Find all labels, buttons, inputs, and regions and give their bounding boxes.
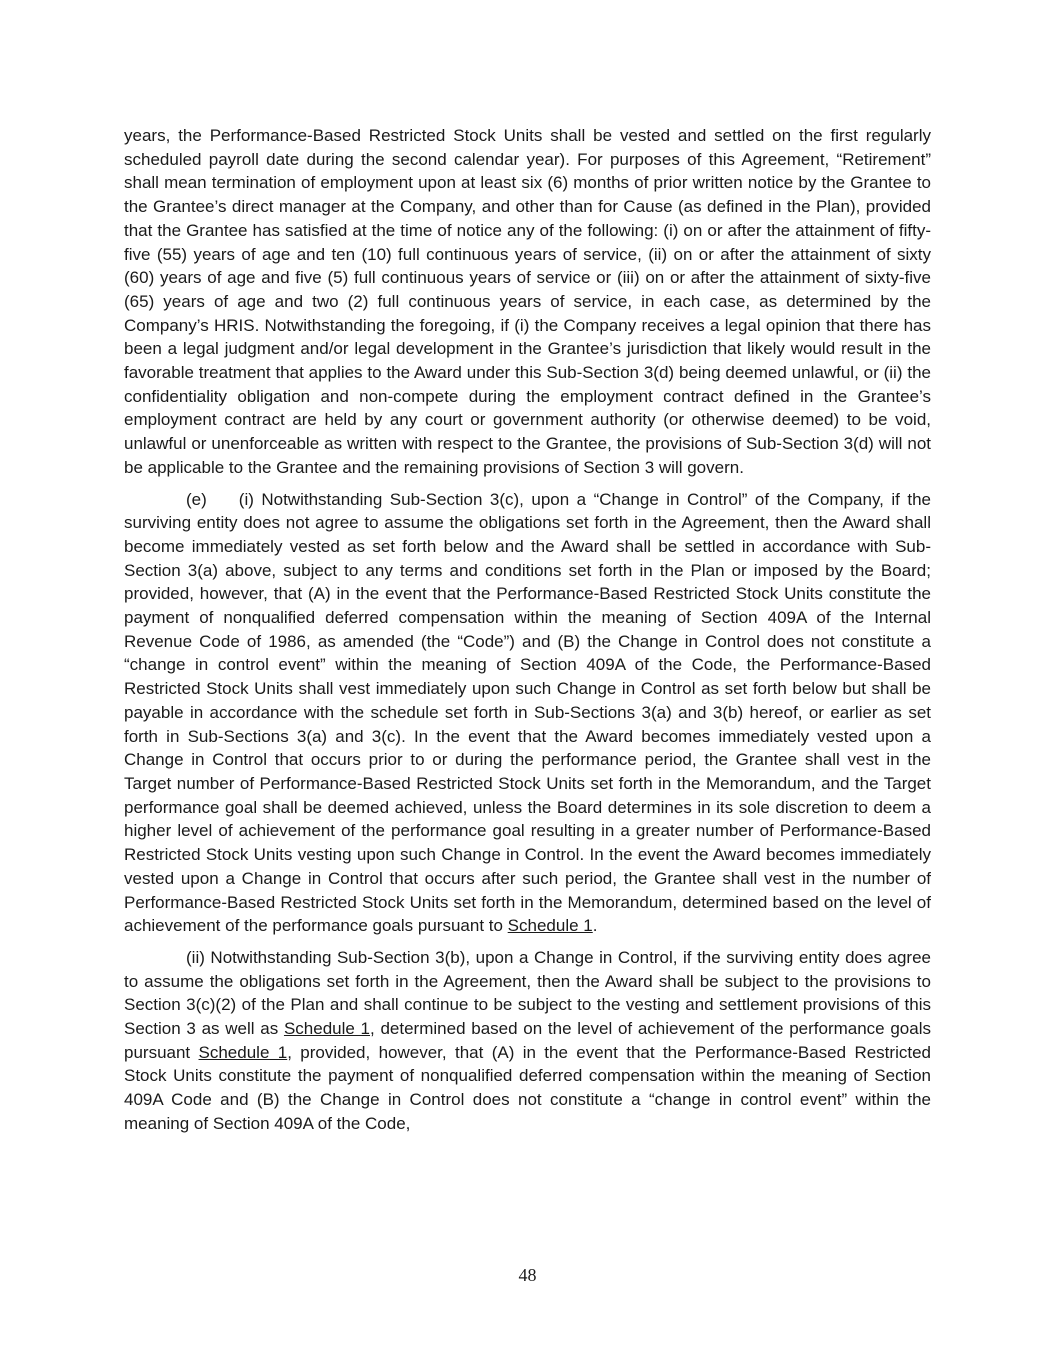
clause-part-1: (ii) Notwithstanding Sub-Section 3(b), upon a Change in Control, if the surviving entity does agree to assume the obligations set forth in the Agreement, then the Award shall be subject to the provisions to Section 3(c)(2) of the Plan and shall continue to be subject to the vesting and settlement provisions of this Section 3 as well as [124, 947, 931, 1039]
clause-end: . [592, 916, 598, 936]
clause-label: (e) [186, 489, 207, 509]
document-body [124, 124, 931, 1136]
paragraph-retirement-definition: years, the Performance-Based Restricted Stock Units shall be vested and settled on the first regularly scheduled payroll date during the second calendar year). For purposes of this Agreement, “Retirement” shall mean termination of employment upon at least six (6) months of prior written notice by the Grantee to the Grantee’s direct manager at the Company, and other than for Cause (as defined in the Plan), provided that the Grantee has satisfied at the time of notice any of the following: (i) on or after the attainment of fifty-five (55) years of age and ten (10) full continuous years of service, (ii) on or after the attainment of sixty (60) years of age and five (5) full continuous years of service or (iii) on or after the attainment of sixty-five (65) years of age and two (2) full continuous years of service, in each case, as determined by the Company’s HRIS. Notwithstanding the foregoing, if (i) the Company receives a legal opinion that there has been a legal judgment and/or legal development in the Grantee’s jurisdiction that likely would result in the favorable treatment that applies to the Award under this Sub-Section 3(d) being deemed unlawful, or (ii) the confidentiality obligation and non-compete during the employment contract defined in the Grantee’s employment contract are held by any court or government authority (or otherwise deemed) to be void, unlawful or unenforceable as written with respect to the Grantee, the provisions of Sub-Section 3(d) will not be applicable to the Grantee and the remaining provisions of Section 3 will govern. [124, 126, 931, 477]
paragraph-section-e-ii [124, 946, 931, 1136]
page-number: 48 [518, 1265, 537, 1285]
clause-part-3: , provided, however, that (A) in the event that the Performance-Based Restricted Stock Units constitute the payment of nonqualified deferred compensation within the meaning of Section 409A Code and (B) the Change in Control does not constitute a “change in control event” within the meaning of Section 409A of the Code, [124, 1042, 931, 1133]
paragraph-section-e-i [124, 488, 931, 938]
schedule-reference: Schedule 1 [507, 916, 593, 936]
clause-body: (i) Notwithstanding Sub-Section 3(c), upon a “Change in Control” of the Company, if the surviving entity does not agree to assume the obligations set forth in the Agreement, then the Award shall become immediately vested as set forth below and the Award shall be settled in accordance with Sub-Section 3(a) above, subject to any terms and conditions set forth in the Plan or imposed by the Board; provided, however, that (A) in the event that the Performance-Based Restricted Stock Units constitute the payment of nonqualified deferred compensation within the meaning of Section 409A of the Internal Revenue Code of 1986, as amended (the “Code”) and (B) the Change in Control does not constitute a “change in control event” within the meaning of Section 409A of the Code, the Performance-Based Restricted Stock Units shall vest immediately upon such Change in Control as set forth below but shall be payable in accordance with the schedule set forth in Sub-Sections 3(a) and 3(b) hereof, or earlier as set forth in Sub-Sections 3(a) and 3(c). In the event that the Award becomes immediately vested upon a Change in Control that occurs prior to or during the performance period, the Grantee shall vest in the Target number of Performance-Based Restricted Stock Units set forth in the Memorandum, and the Target performance goal shall be deemed achieved, unless the Board determines in its sole discretion to deem a higher level of achievement of the performance goal resulting in a greater number of Performance-Based Restricted Stock Units vesting upon such Change in Control. In the event the Award becomes immediately vested upon a Change in Control that occurs after such period, the Grantee shall vest in the number of Performance-Based Restricted Stock Units set forth in the Memorandum, determined based on the level of achievement of the performance goals pursuant to [124, 489, 931, 936]
schedule-reference: Schedule 1 [283, 1019, 371, 1039]
clause-part-2: , determined based on the level of achievement of the performance goals pursuant [124, 1019, 931, 1062]
schedule-reference: Schedule 1 [198, 1042, 288, 1062]
